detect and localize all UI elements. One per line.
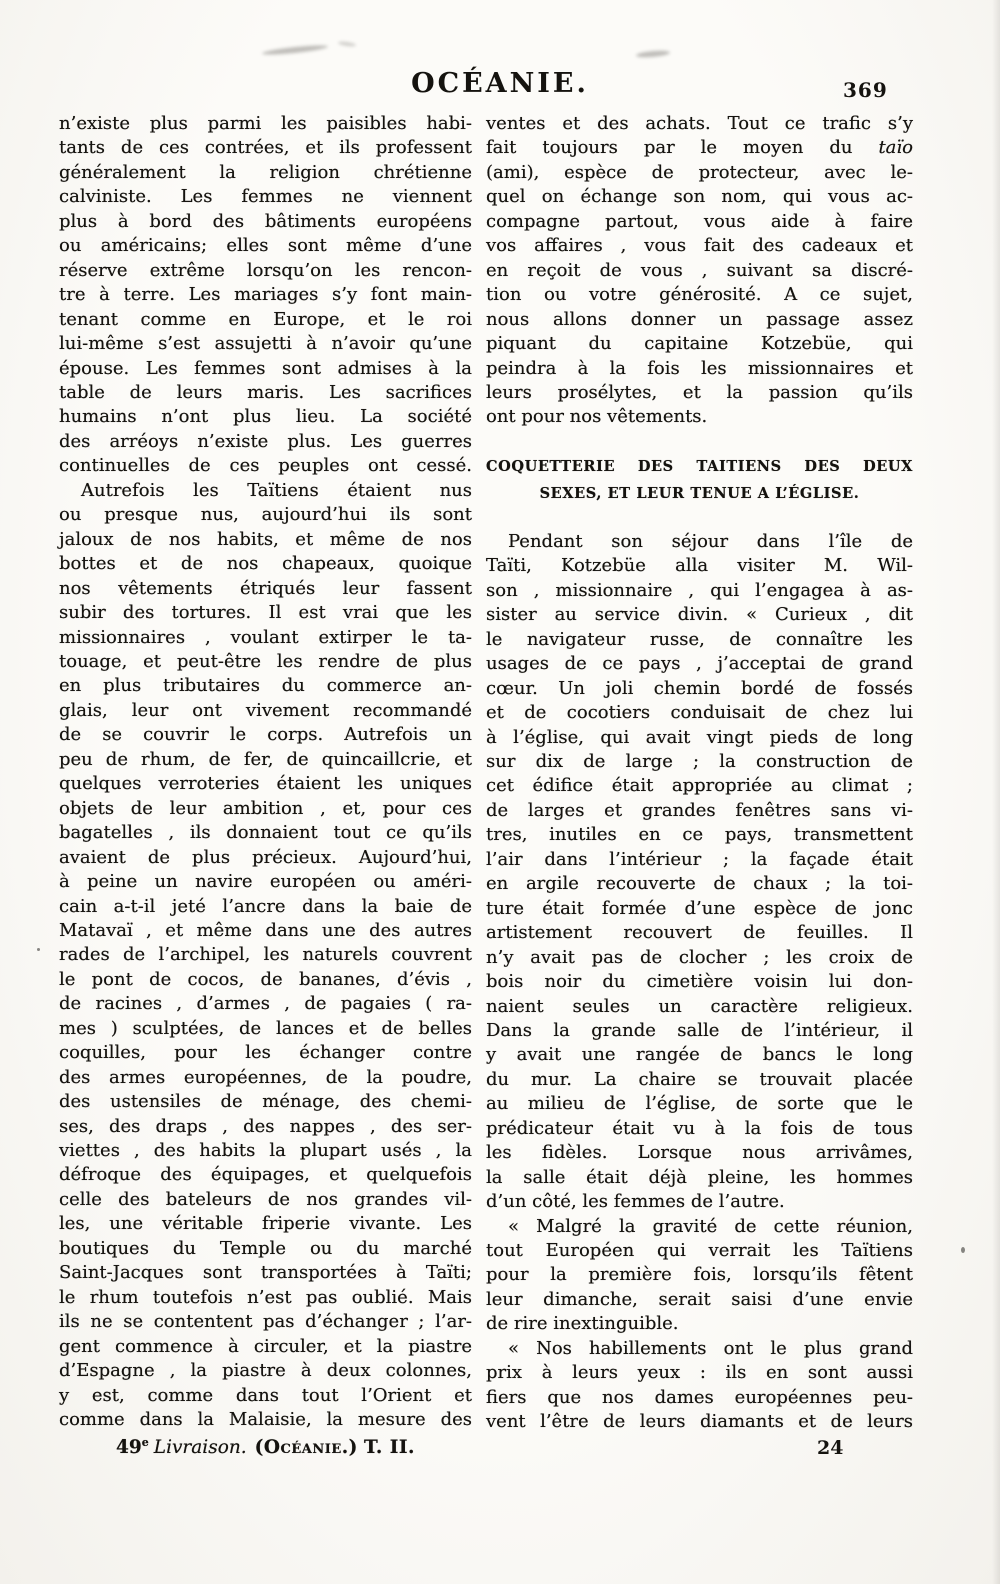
text-line: ou presque nus, aujourd’hui ils sont: [59, 504, 472, 526]
right-column: [486, 112, 913, 1435]
text-line: n’y avait pas de clocher ; les croix de: [486, 946, 913, 968]
text-line: de rire inextinguible.: [486, 1313, 679, 1335]
text-line: « Malgré la gravité de cette réunion,: [508, 1215, 913, 1237]
text-line: à peine un navire européen ou améri-: [59, 871, 472, 893]
livraison-number: 49: [116, 1437, 142, 1459]
tome-label: T. II.: [363, 1437, 415, 1459]
text-line: l’air dans l’intérieur ; la façade était: [486, 848, 913, 870]
text-line: Autrefois les Taïtiens étaient nus: [81, 479, 472, 501]
text-line: cain a-t-il jeté l’ancre dans la baie de: [59, 895, 472, 917]
text-line: bottes et de nos chapeaux, quoique: [59, 553, 472, 575]
text-line: en reçoit de vous , suivant sa discré-: [486, 259, 913, 281]
signature-page-number: 24: [817, 1437, 844, 1459]
text-line: naient seules un caractère religieux.: [486, 995, 913, 1017]
ink-smudge: [338, 41, 356, 47]
text-line: boutiques du Temple ou du marché: [59, 1237, 472, 1259]
text-line: ture était formée d’une espèce de jonc: [486, 897, 913, 919]
text-line: peindra à la fois les missionnaires et: [486, 357, 913, 379]
text-line: (ami), espèce de protecteur, avec le-: [486, 161, 913, 183]
text-line: tion ou votre générosité. A ce sujet,: [486, 284, 913, 306]
text-line: Saint-Jacques sont transportées à Taïti;: [59, 1262, 472, 1284]
text-line: continuelles de ces peuples ont cessé.: [59, 455, 472, 477]
text-line: de racines , d’armes , de pagaies ( ra-: [59, 993, 472, 1015]
section-heading-line: SEXES, ET LEUR TENUE A L’ÉGLISE.: [539, 484, 860, 502]
text-line: de se couvrir le corps. Autrefois un: [59, 724, 472, 746]
text-line: au milieu de l’église, de sorte que le: [486, 1093, 913, 1115]
text-line: plus à bord des bâtiments européens: [59, 210, 472, 232]
text-line: tout Européen qui verrait les Taïtiens: [486, 1240, 913, 1262]
page-header-title: OCÉANIE.: [411, 68, 589, 99]
text-line: ses, des draps , des nappes , des ser-: [59, 1115, 472, 1137]
text-line: Taïti, Kotzebüe alla visiter M. Wil-: [486, 555, 913, 577]
paragraph: [59, 112, 472, 479]
text-line: en plus tributaires du commerce an-: [59, 675, 472, 697]
livraison-ordinal-suffix: e: [141, 1436, 149, 1449]
footer-signature: [59, 1436, 472, 1458]
text-line: gent commence à circuler, et la piastre: [59, 1335, 472, 1357]
paragraph: [486, 112, 913, 430]
text-line: réserve extrême lorsqu’on les rencon-: [59, 259, 472, 281]
left-column: [59, 112, 472, 1432]
text-line: le rhum toutefois n’est pas oublié. Mais: [59, 1286, 472, 1308]
page-number: 369: [843, 78, 888, 102]
text-line: tres, inutiles en ce pays, transmettent: [486, 824, 913, 846]
text-line: jaloux de nos habits, et même de nos: [59, 528, 472, 550]
text-line: vent l’être de leurs diamants et de leurs: [486, 1411, 913, 1433]
text-line: table de leurs maris. Les sacrifices: [59, 381, 472, 403]
text-line: tenant comme en Europe, et le roi: [59, 308, 472, 330]
text-line: en argile recouverte de chaux ; la toi-: [486, 873, 913, 895]
text-line: tants de ces contrées, et ils professent: [59, 137, 472, 159]
paragraph: [486, 1215, 913, 1337]
ink-speck: [37, 948, 40, 951]
scan-edge-shade: [992, 0, 1000, 1584]
text-line: y est, comme dans tout l’Orient et: [59, 1384, 472, 1406]
text-line: le pont de cocos, de bananes, d’évis ,: [59, 968, 472, 990]
text-line: n’existe plus parmi les paisibles habi-: [59, 113, 472, 134]
text-line: les fidèles. Lorsque nous arrivâmes,: [486, 1142, 913, 1164]
paragraph: [59, 479, 472, 1433]
text-line: les, une véritable friperie vivante. Les: [59, 1213, 472, 1235]
text-line: le navigateur russe, de connaître les: [486, 628, 913, 650]
text-line: défroque des équipages, et quelquefois: [59, 1164, 472, 1186]
text-line: fiers que nos dames européennes peu-: [486, 1386, 913, 1408]
text-line: à l’église, qui avait vingt pieds de long: [486, 726, 913, 748]
text-line: prix à leurs yeux : ils en sont aussi: [486, 1362, 913, 1384]
text-line: des ustensiles de ménage, des chemi-: [59, 1091, 472, 1113]
text-line: viettes , des habits la plupart usés , la: [59, 1140, 472, 1162]
text-line: et de cocotiers conduisait de chez lui: [486, 702, 913, 724]
text-line: sur dix de large ; la construction de: [486, 750, 913, 772]
text-line: cet édifice était appropriée au climat ;: [486, 775, 913, 797]
text-line: ventes et des achats. Tout ce trafic s’y: [486, 113, 913, 134]
text-line: artistement recouvert de feuilles. Il: [486, 922, 913, 944]
text-line: vos affaires , vous fait des cadeaux et: [486, 235, 913, 257]
text-line: Pendant son séjour dans l’île de: [508, 530, 913, 552]
text-line: fait toujours par le moyen du taïo: [486, 137, 913, 159]
text-line: missionnaires , voulant extirper le ta-: [59, 626, 472, 648]
text-line: subir des tortures. Il est vrai que les: [59, 602, 472, 624]
text-line: compagne partout, vous aide à faire: [486, 210, 913, 232]
text-line: piquant du capitaine Kotzebüe, qui: [486, 333, 913, 355]
text-line: comme dans la Malaisie, la mesure des: [59, 1409, 472, 1431]
text-line: y avait une rangée de bancs le long: [486, 1044, 913, 1066]
text-line: avaient de plus précieux. Aujourd’hui,: [59, 846, 472, 868]
text-line: leur dimanche, serait saisi d’une envie: [486, 1288, 913, 1310]
text-line: sister au service divin. « Curieux , dit: [486, 604, 913, 626]
text-line: « Nos habillements ont le plus grand: [508, 1337, 913, 1359]
text-line: ils ne se contentent pas d’échanger ; l’ar-: [59, 1311, 472, 1333]
text-line: leurs prosélytes, et la passion qu’ils: [486, 381, 913, 403]
text-line: d’Espagne , la piastre à deux colonnes,: [59, 1360, 472, 1382]
text-line: du mur. La chaire se trouvait placée: [486, 1068, 913, 1090]
ink-speck: [961, 1247, 965, 1253]
text-line: pour la première fois, lorsqu’ils fêtent: [486, 1264, 913, 1286]
text-line: Matavaï , et même dans une des autres: [59, 919, 472, 941]
text-line: prédicateur était vu à la fois de tous: [486, 1117, 913, 1139]
text-line: peu de rhum, de fer, de quincaillcrie, et: [59, 748, 472, 770]
text-line: usages de ce pays , j’acceptai de grand: [486, 653, 913, 675]
text-line: Dans la grande salle de l’intérieur, il: [486, 1019, 913, 1041]
text-line: généralement la religion chrétienne: [59, 161, 472, 183]
ink-smudge: [636, 50, 670, 59]
text-line: quel on échange son nom, qui vous ac-: [486, 186, 913, 208]
text-line: la salle était déjà pleine, les hommes: [486, 1166, 913, 1188]
section-heading-line: COQUETTERIE DES TAITIENS DES DEUX: [486, 457, 913, 475]
ink-smudge: [262, 44, 328, 57]
text-line: glais, leur ont vivement recommandé: [59, 699, 472, 721]
text-line: touage, et peut-être les rendre de plus: [59, 650, 472, 672]
text-line: cœur. Un joli chemin bordé de fossés: [486, 677, 913, 699]
text-line: de larges et grandes fenêtres sans vi-: [486, 799, 913, 821]
text-line: épouse. Les femmes sont admises à la: [59, 357, 472, 379]
text-line: bois noir du cimetière voisin lui don-: [486, 971, 913, 993]
livraison-word: Livraison.: [153, 1437, 247, 1459]
series-title: (Océanie.): [254, 1437, 358, 1459]
text-line: nos vêtements étriqués leur fassent: [59, 577, 472, 599]
text-line: objets de leur ambition , et, pour ces: [59, 797, 472, 819]
text-line: lui-même s’est assujetti à n’avoir qu’une: [59, 333, 472, 355]
text-line: nous allons donner un passage assez: [486, 308, 913, 330]
text-line: ont pour nos vêtements.: [486, 406, 708, 428]
text-line: humains n’ont plus lieu. La société: [59, 406, 472, 428]
paragraph: [486, 1337, 913, 1435]
text-line: mes ) sculptées, de lances et de belles: [59, 1017, 472, 1039]
text-line: des armes européennes, de la poudre,: [59, 1066, 472, 1088]
text-line: ou américains; elles sont même d’une: [59, 235, 472, 257]
text-line: calviniste. Les femmes ne viennent: [59, 186, 472, 208]
paragraph: [486, 530, 913, 1215]
text-line: coquilles, pour les échanger contre: [59, 1042, 472, 1064]
text-line: quelques verroteries étaient les uniques: [59, 773, 472, 795]
text-line: tre à terre. Les mariages s’y font main-: [59, 284, 472, 306]
text-line: bagatelles , ils donnaient tout ce qu’ils: [59, 822, 472, 844]
text-line: son , missionnaire , qui l’engagea à as-: [486, 579, 913, 601]
section-heading: [486, 453, 913, 507]
text-line: d’un côté, les femmes de l’autre.: [486, 1191, 785, 1213]
text-line: des arréoys n’existe plus. Les guerres: [59, 430, 472, 452]
text-line: rades de l’archipel, les naturels couvrent: [59, 944, 472, 966]
text-line: celle des bateleurs de nos grandes vil-: [59, 1188, 472, 1210]
